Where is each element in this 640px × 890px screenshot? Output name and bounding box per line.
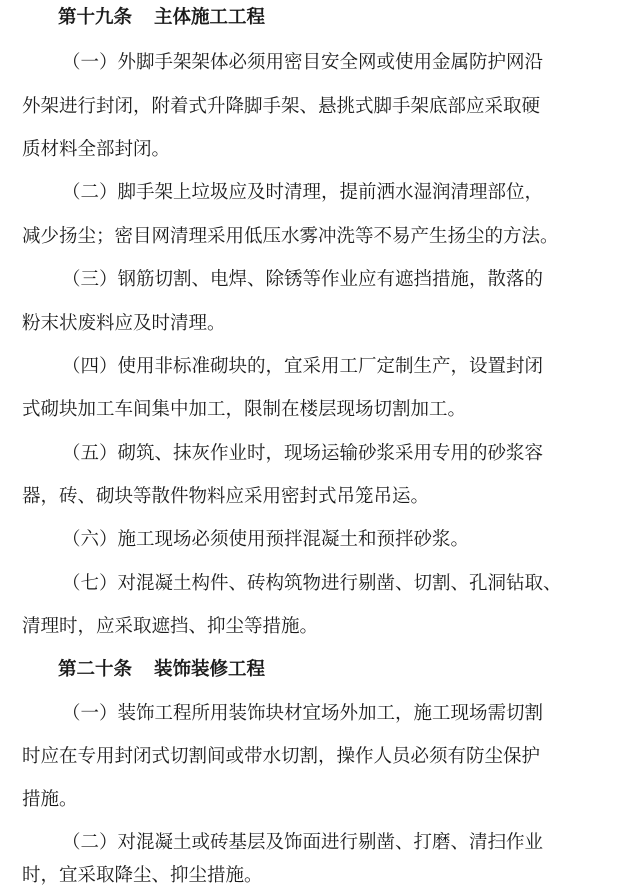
paragraph-line: 减少扬尘；密目网清理采用低压水雾冲洗等不易产生扬尘的方法。 [22,226,559,247]
article-20-number: 第二十条 [58,659,133,680]
paragraph-line: 时应在专用封闭式切割间或带水切割，操作人员必须有防尘保护 [22,746,541,767]
paragraph-line: 式砌块加工车间集中加工，限制在楼层现场切割加工。 [22,399,467,420]
paragraph-line: （四）使用非标准砌块的，宜采用工厂定制生产，设置封闭 [62,356,544,377]
article-20-title: 装饰装修工程 [154,659,266,680]
paragraph-line: （三）钢筋切割、电焊、除锈等作业应有遮挡措施，散落的 [62,269,544,290]
paragraph-line: 外架进行封闭，附着式升降脚手架、悬挑式脚手架底部应采取硬 [22,96,541,117]
paragraph-line: （一）外脚手架架体必须用密目安全网或使用金属防护网沿 [62,52,544,73]
paragraph-line: （一）装饰工程所用装饰块材宜场外加工，施工现场需切割 [62,703,544,724]
paragraph-line: （二）对混凝土或砖基层及饰面进行剔凿、打磨、清扫作业 [62,832,544,853]
paragraph-line: 粉末状废料应及时清理。 [22,313,226,334]
paragraph-line: （五）砌筑、抹灰作业时，现场运输砂浆采用专用的砂浆容 [62,443,544,464]
article-19-title: 主体施工工程 [154,7,266,28]
paragraph-line: 措施。 [22,789,78,810]
paragraph-line: （二）脚手架上垃圾应及时清理，提前洒水湿润清理部位， [62,182,544,203]
paragraph-line: 器，砖、砌块等散件物料应采用密封式吊笼吊运。 [22,486,430,507]
paragraph-line: 时，宜采取降尘、抑尘措施。 [22,865,263,886]
paragraph-line: 清理时，应采取遮挡、抑尘等措施。 [22,616,319,637]
article-20-heading [58,658,265,682]
paragraph-line: 质材料全部封闭。 [22,139,171,160]
paragraph-line: （六）施工现场必须使用预拌混凝土和预拌砂浆。 [62,529,470,550]
article-19-heading [58,6,265,30]
article-19-number: 第十九条 [58,7,133,28]
paragraph-line: （七）对混凝土构件、砖构筑物进行剔凿、切割、孔洞钻取、 [62,573,562,594]
